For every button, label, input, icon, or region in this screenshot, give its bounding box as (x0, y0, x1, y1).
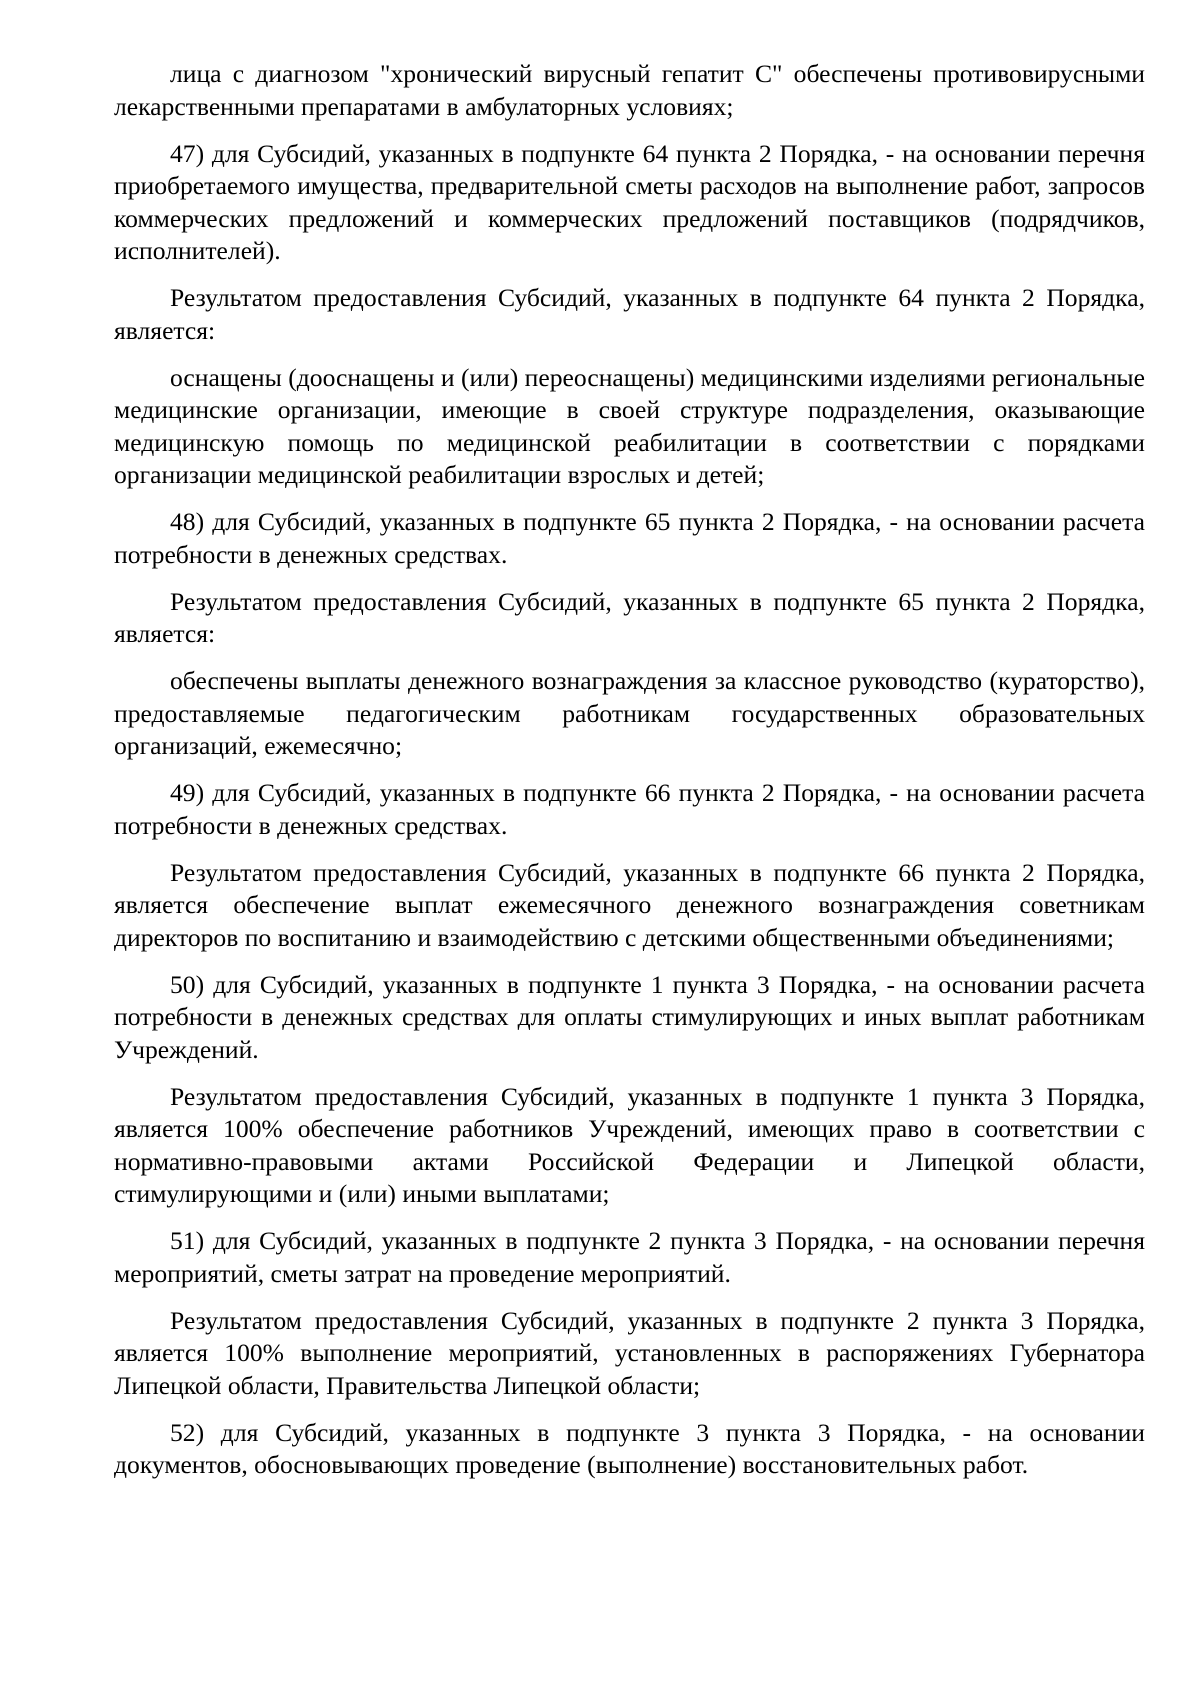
paragraph-hepatitis-result: лица с диагнозом "хронический вирусный гепатит С" обеспечены противовирусными лекарственными препаратами в амбулаторных условиях; (114, 59, 1145, 121)
paragraph-result-64-intro: Результатом предоставления Субсидий, указанных в подпункте 64 пункта 2 Порядка, является: (114, 283, 1145, 345)
paragraph-item-51: 51) для Субсидий, указанных в подпункте 2 пункта 3 Порядка, - на основании перечня мероприятий, сметы затрат на проведение мероприятий. (114, 1226, 1145, 1288)
paragraph-item-52: 52) для Субсидий, указанных в подпункте 3 пункта 3 Порядка, - на основании документов, обосновывающих проведение (выполнение) восстановительных работ. (114, 1417, 1145, 1479)
paragraph-result-3-2: Результатом предоставления Субсидий, указанных в подпункте 2 пункта 3 Порядка, является 100% выполнение мероприятий, установленных в распоряжениях Губернатора Липецкой области, Правительства Липецкой области; (114, 1305, 1145, 1400)
paragraph-item-49: 49) для Субсидий, указанных в подпункте 66 пункта 2 Порядка, - на основании расчета потребности в денежных средствах. (114, 778, 1145, 840)
paragraph-result-65-intro: Результатом предоставления Субсидий, указанных в подпункте 65 пункта 2 Порядка, является: (114, 586, 1145, 648)
paragraph-result-64: оснащены (дооснащены и (или) переоснащены) медицинскими изделиями региональные медицинские организации, имеющие в своей структуре подразделения, оказывающие медицинскую помощь по медицинской реабилитации в соответствии с порядками организации медицинской реабилитации взрослых и детей; (114, 362, 1145, 489)
paragraph-item-50: 50) для Субсидий, указанных в подпункте 1 пункта 3 Порядка, - на основании расчета потребности в денежных средствах для оплаты стимулирующих и иных выплат работникам Учреждений. (114, 969, 1145, 1064)
paragraph-result-3-1: Результатом предоставления Субсидий, указанных в подпункте 1 пункта 3 Порядка, является 100% обеспечение работников Учреждений, имеющих право в соответствии с нормативно-правовыми актами Российской Федерации и Липецкой области, стимулирующими и (или) иными выплатами; (114, 1081, 1145, 1208)
paragraph-result-65: обеспечены выплаты денежного вознаграждения за классное руководство (кураторство), предоставляемые педагогическим работникам государственных образовательных организаций, ежемесячно; (114, 666, 1145, 760)
paragraph-item-48: 48) для Субсидий, указанных в подпункте 65 пункта 2 Порядка, - на основании расчета потребности в денежных средствах. (114, 507, 1145, 569)
paragraph-item-47: 47) для Субсидий, указанных в подпункте 64 пункта 2 Порядка, - на основании перечня приобретаемого имущества, предварительной сметы расходов на выполнение работ, запросов коммерческих предложений и коммерческих предложений поставщиков (подрядчиков, исполнителей). (114, 138, 1145, 265)
document-body (114, 58, 1145, 1482)
paragraph-result-66: Результатом предоставления Субсидий, указанных в подпункте 66 пункта 2 Порядка, является обеспечение выплат ежемесячного денежного вознаграждения советникам директоров по воспитанию и взаимодействию с детскими общественными объединениями; (114, 857, 1145, 952)
